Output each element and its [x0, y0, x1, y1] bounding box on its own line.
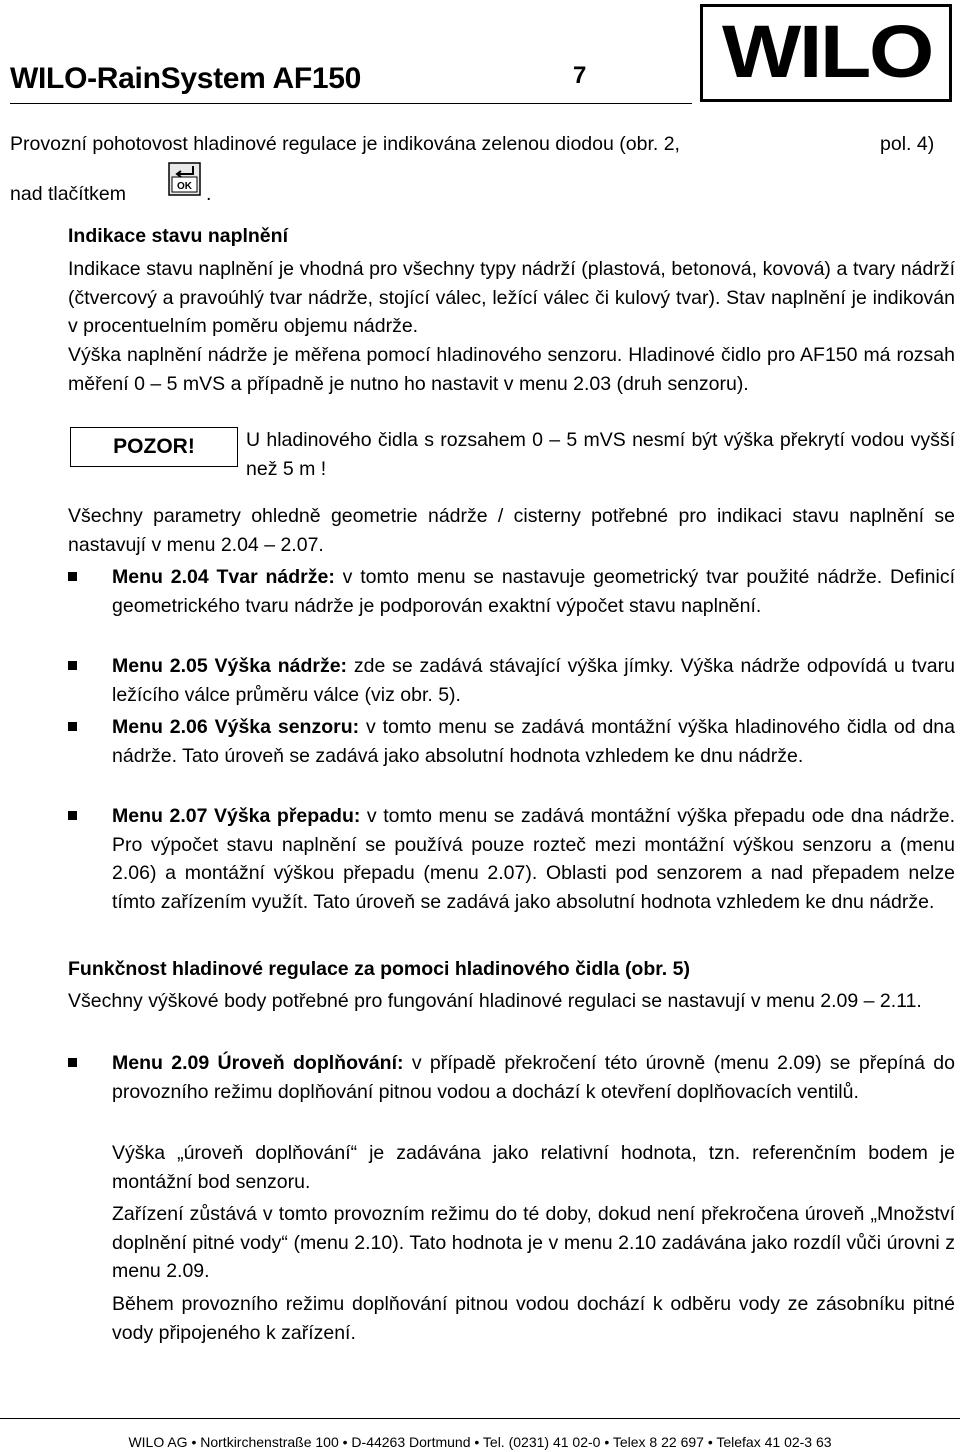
bullet-icon	[68, 722, 77, 731]
page-number: 7	[573, 62, 587, 89]
section1-paragraph-2: Výška naplnění nádrže je měřena pomocí hladinového senzoru. Hladinové čidlo pro AF150 má rozsah měření 0 – 5 mVS a případně je nutno ho nastavit v menu 2.03 (druh senzoru).	[68, 344, 955, 395]
intro-line-2-end: .	[206, 183, 212, 205]
menu-label: Menu 2.04 Tvar nádrže:	[112, 566, 335, 588]
list-item-menu-2-09	[112, 1049, 955, 1106]
list-item-menu-2-06	[112, 713, 955, 770]
section2-paragraph-1: Všechny výškové body potřebné pro fungování hladinové regulaci se nastavují v menu 2.09 – 2.11.	[68, 990, 922, 1012]
document-title: WILO-RainSystem AF150	[10, 62, 362, 95]
warning-label: POZOR!	[70, 427, 238, 467]
wilo-logo	[700, 4, 952, 102]
section1-paragraph-3: Všechny parametry ohledně geometrie nádrže / cisterny potřebné pro indikaci stavu naplnění se nastavují v menu 2.04 – 2.07.	[68, 505, 955, 556]
section2-subparagraph-2: Zařízení zůstává v tomto provozním režimu do té doby, dokud není překročena úroveň „Množství doplnění pitné vody“ (menu 2.10). Tato hodnota je v menu 2.10 zadávána jako rozdíl vůči úrovni z menu 2.09.	[112, 1203, 955, 1282]
intro-line-1: Provozní pohotovost hladinové regulace je indikována zelenou diodou (obr. 2,	[10, 133, 680, 155]
warning-text: U hladinového čidla s rozsahem 0 – 5 mVS nesmí být výška překrytí vodou vyšší než 5 m !	[246, 429, 955, 480]
header-divider	[10, 103, 692, 104]
ok-button-icon	[168, 162, 201, 196]
list-item-menu-2-04	[112, 563, 955, 620]
menu-label: Menu 2.09 Úroveň doplňování:	[112, 1052, 404, 1074]
menu-description: v tomto menu se zadává montážní výška hladinového čidla od dna nádrže. Tato úroveň se zadává jako absolutní hodnota vzhledem ke dnu nádrže.	[112, 716, 955, 767]
intro-line-2: nad tlačítkem	[10, 183, 126, 205]
bullet-icon	[68, 661, 77, 670]
list-item-menu-2-05	[112, 652, 955, 709]
footer-contact: WILO AG • Nortkirchenstraße 100 • D-44263 Dortmund • Tel. (0231) 41 02-0 • Telex 8 22 697 • Telefax 41 02-3 63	[128, 1434, 832, 1450]
section2-subparagraph-3: Během provozního režimu doplňování pitnou vodou dochází k odběru vody ze zásobníku pitné vody připojeného k zařízení.	[112, 1293, 955, 1344]
bullet-icon	[68, 811, 77, 820]
list-item-menu-2-07	[112, 802, 955, 916]
section-heading-fill-level: Indikace stavu naplnění	[68, 225, 288, 247]
footer-divider	[0, 1418, 960, 1419]
menu-description: v případě překročení této úrovně (menu 2.09) se přepíná do provozního režimu doplňování pitnou vodou a dochází k otevření doplňovacích ventilů.	[112, 1052, 955, 1103]
bullet-icon	[68, 572, 77, 581]
section2-subparagraph-1: Výška „úroveň doplňování“ je zadávána jako relativní hodnota, tzn. referenčním bodem je montážní bod senzoru.	[112, 1142, 955, 1193]
section-heading-level-control: Funkčnost hladinové regulace za pomoci hladinového čidla (obr. 5)	[68, 958, 690, 980]
menu-label: Menu 2.05 Výška nádrže:	[112, 655, 348, 677]
section1-paragraph-1: Indikace stavu naplnění je vhodná pro všechny typy nádrží (plastová, betonová, kovová) a tvary nádrží (čtvercový a pravoúhlý tvar nádrže, stojící válec, ležící válec či kulový tvar). Stav naplnění je indikován v procentuelním poměru objemu nádrže.	[68, 258, 955, 337]
svg-text:OK: OK	[177, 181, 192, 192]
menu-description: v tomto menu se zadává montážní výška přepadu ode dna nádrže. Pro výpočet stavu naplnění se používá pouze rozteč mezi montážní výškou senzoru a (menu 2.06) a montážní výškou přepadu (menu 2.07). Oblasti pod senzorem a nad přepadem nelze tímto zařízením využít. Tato úroveň se zadává jako absolutní hodnota vzhledem ke dnu nádrže.	[112, 805, 955, 913]
menu-description: v tomto menu se nastavuje geometrický tvar použité nádrže. Definicí geometrického tvaru nádrže je podporován exaktní výpočet stavu naplnění.	[112, 566, 955, 617]
bullet-icon	[68, 1058, 77, 1067]
menu-description: zde se zadává stávající výška jímky. Výška nádrže odpovídá u tvaru ležícího válce průměru válce (viz obr. 5).	[112, 655, 955, 706]
menu-label: Menu 2.06 Výška senzoru:	[112, 716, 360, 738]
menu-label: Menu 2.07 Výška přepadu:	[112, 805, 361, 827]
intro-line-1-tail: pol. 4)	[880, 133, 935, 155]
svg-text:WILO: WILO	[722, 21, 932, 85]
wilo-logo-mark	[721, 21, 933, 85]
